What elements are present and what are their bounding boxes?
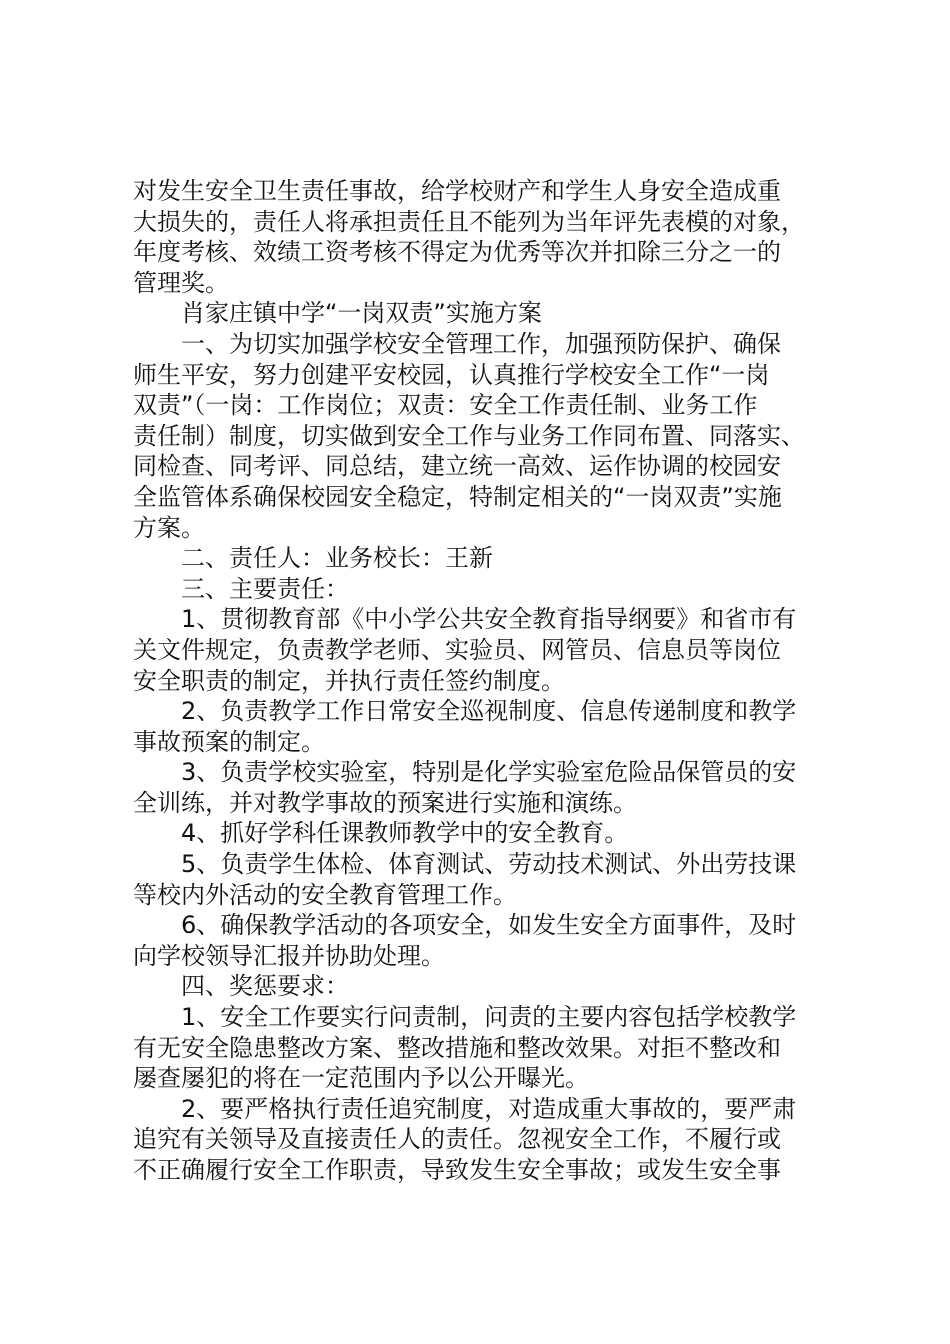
text-line: 二、责任人：业务校长：王新 — [133, 544, 493, 573]
text-line: 双责”（一岗：工作岗位；双责：安全工作责任制、业务工作 — [133, 391, 758, 420]
text-line: 1、安全工作要实行问责制，问责的主要内容包括学校教学 — [133, 1003, 797, 1032]
text-line: 有无安全隐患整改方案、整改措施和整改效果。对拒不整改和 — [133, 1033, 781, 1062]
text-line: 不正确履行安全工作职责，导致发生安全事故；或发生安全事 — [133, 1156, 781, 1184]
text-line: 一、为切实加强学校安全管理工作，加强预防保护、确保 — [133, 329, 781, 358]
text-line: 向学校领导汇报并协助处理。 — [133, 941, 445, 970]
text-line: 事故预案的制定。 — [133, 727, 325, 756]
text-line: 师生平安，努力创建平安校园，认真推行学校安全工作“一岗 — [133, 360, 770, 389]
text-line: 1、贯彻教育部《中小学公共安全教育指导纲要》和省市有 — [133, 605, 797, 634]
text-line: 5、负责学生体检、体育测试、劳动技术测试、外出劳技课 — [133, 850, 797, 879]
text-line: 管理奖。 — [133, 268, 229, 297]
text-line: 2、负责教学工作日常安全巡视制度、信息传递制度和教学 — [133, 697, 797, 726]
text-line: 屡查屡犯的将在一定范围内予以公开曝光。 — [133, 1064, 589, 1093]
text-line: 责任制）制度，切实做到安全工作与业务工作同布置、同落实、 — [133, 421, 805, 450]
text-line: 关文件规定，负责教学老师、实验员、网管员、信息员等岗位 — [133, 635, 781, 664]
document-body — [133, 176, 828, 1186]
text-line: 6、确保教学活动的各项安全，如发生安全方面事件，及时 — [133, 911, 797, 940]
text-line: 追究有关领导及直接责任人的责任。忽视安全工作，不履行或 — [133, 1125, 781, 1154]
text-line: 3、负责学校实验室，特别是化学实验室危险品保管员的安 — [133, 758, 797, 787]
text-line: 对发生安全卫生责任事故，给学校财产和学生人身安全造成重 — [133, 177, 781, 205]
section-heading: 三、主要责任： — [133, 574, 349, 603]
text-line: 2、要严格执行责任追究制度，对造成重大事故的，要严肃 — [133, 1094, 797, 1123]
section-title: 肖家庄镇中学“一岗双责”实施方案 — [133, 299, 542, 328]
text-line: 方案。 — [133, 513, 205, 542]
text-line: 同检查、同考评、同总结，建立统一高效、运作协调的校园安 — [133, 452, 781, 481]
text-line: 4、抓好学科任课教师教学中的安全教育。 — [133, 819, 629, 848]
text-line: 大损失的，责任人将承担责任且不能列为当年评先表模的对象， — [133, 207, 805, 236]
text-line: 等校内外活动的安全教育管理工作。 — [133, 880, 517, 909]
text-line: 年度考核、效绩工资考核不得定为优秀等次并扣除三分之一的 — [133, 238, 781, 267]
text-line: 全监管体系确保校园安全稳定，特制定相关的“一岗双责”实施 — [133, 482, 782, 511]
text-line: 全训练，并对教学事故的预案进行实施和演练。 — [133, 788, 637, 817]
section-heading: 四、奖惩要求： — [133, 972, 349, 1001]
text-line: 安全职责的制定，并执行责任签约制度。 — [133, 666, 565, 695]
